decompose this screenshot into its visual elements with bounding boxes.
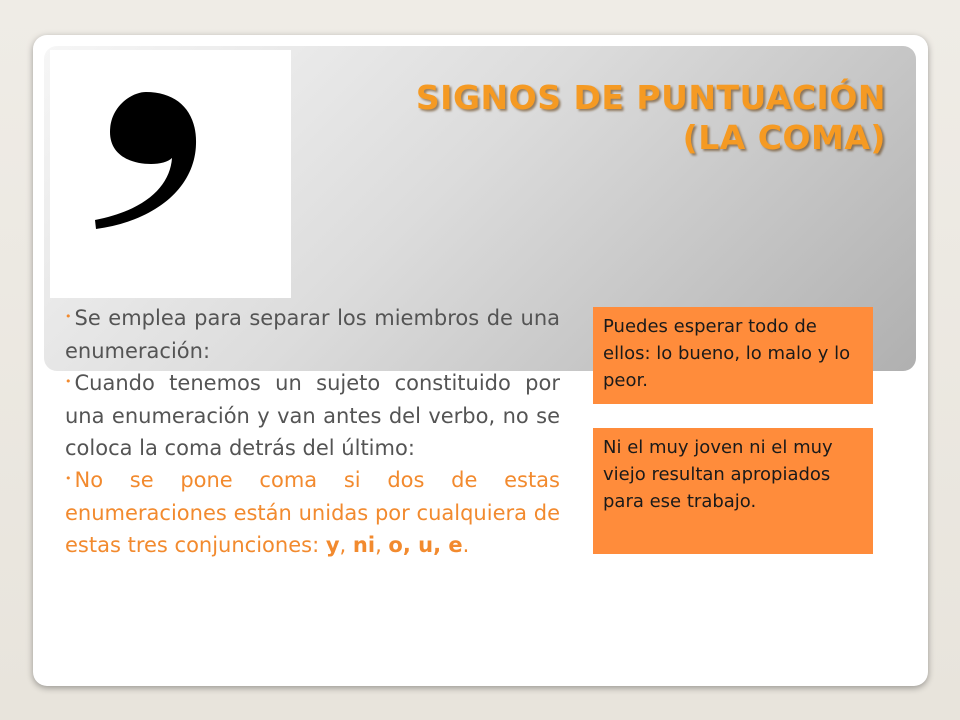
bullet-item-1 [65,302,560,367]
bullet-marker: • [65,472,72,485]
sentence-end: . [462,533,470,557]
example-box-2: Ni el muy joven ni el muy viejo resultan apropiados para ese trabajo. [593,428,873,554]
conjunction-ni: ni [352,533,376,557]
slide-title [286,78,886,158]
conjunction-y: y [325,533,340,557]
conjunction-o-u-e: o, u, e [388,533,463,557]
bullet-text-3: No se pone coma si dos de estas enumeraciones están unidas por cualquiera de estas tres conjunciones: [65,468,560,557]
bullet-item-3 [65,464,560,561]
bullet-marker: • [65,375,72,388]
conjunction-separator: , [339,533,353,557]
body-bullets [65,302,560,561]
conjunction-separator: , [375,533,389,557]
comma-glyph-icon [50,50,291,298]
bullet-item-2 [65,367,560,464]
title-line-1: SIGNOS DE PUNTUACIÓN [415,78,886,117]
title-line-2: (LA COMA) [682,118,886,157]
bullet-marker: • [65,310,72,323]
bullet-text-1: Se emplea para separar los miembros de una enumeración: [65,306,560,363]
bullet-text-2: Cuando tenemos un sujeto constituido por una enumeración y van antes del verbo, no se coloca la coma detrás del último: [65,371,560,460]
comma-image [50,50,291,298]
example-box-1: Puedes esperar todo de ellos: lo bueno, lo malo y lo peor. [593,307,873,404]
